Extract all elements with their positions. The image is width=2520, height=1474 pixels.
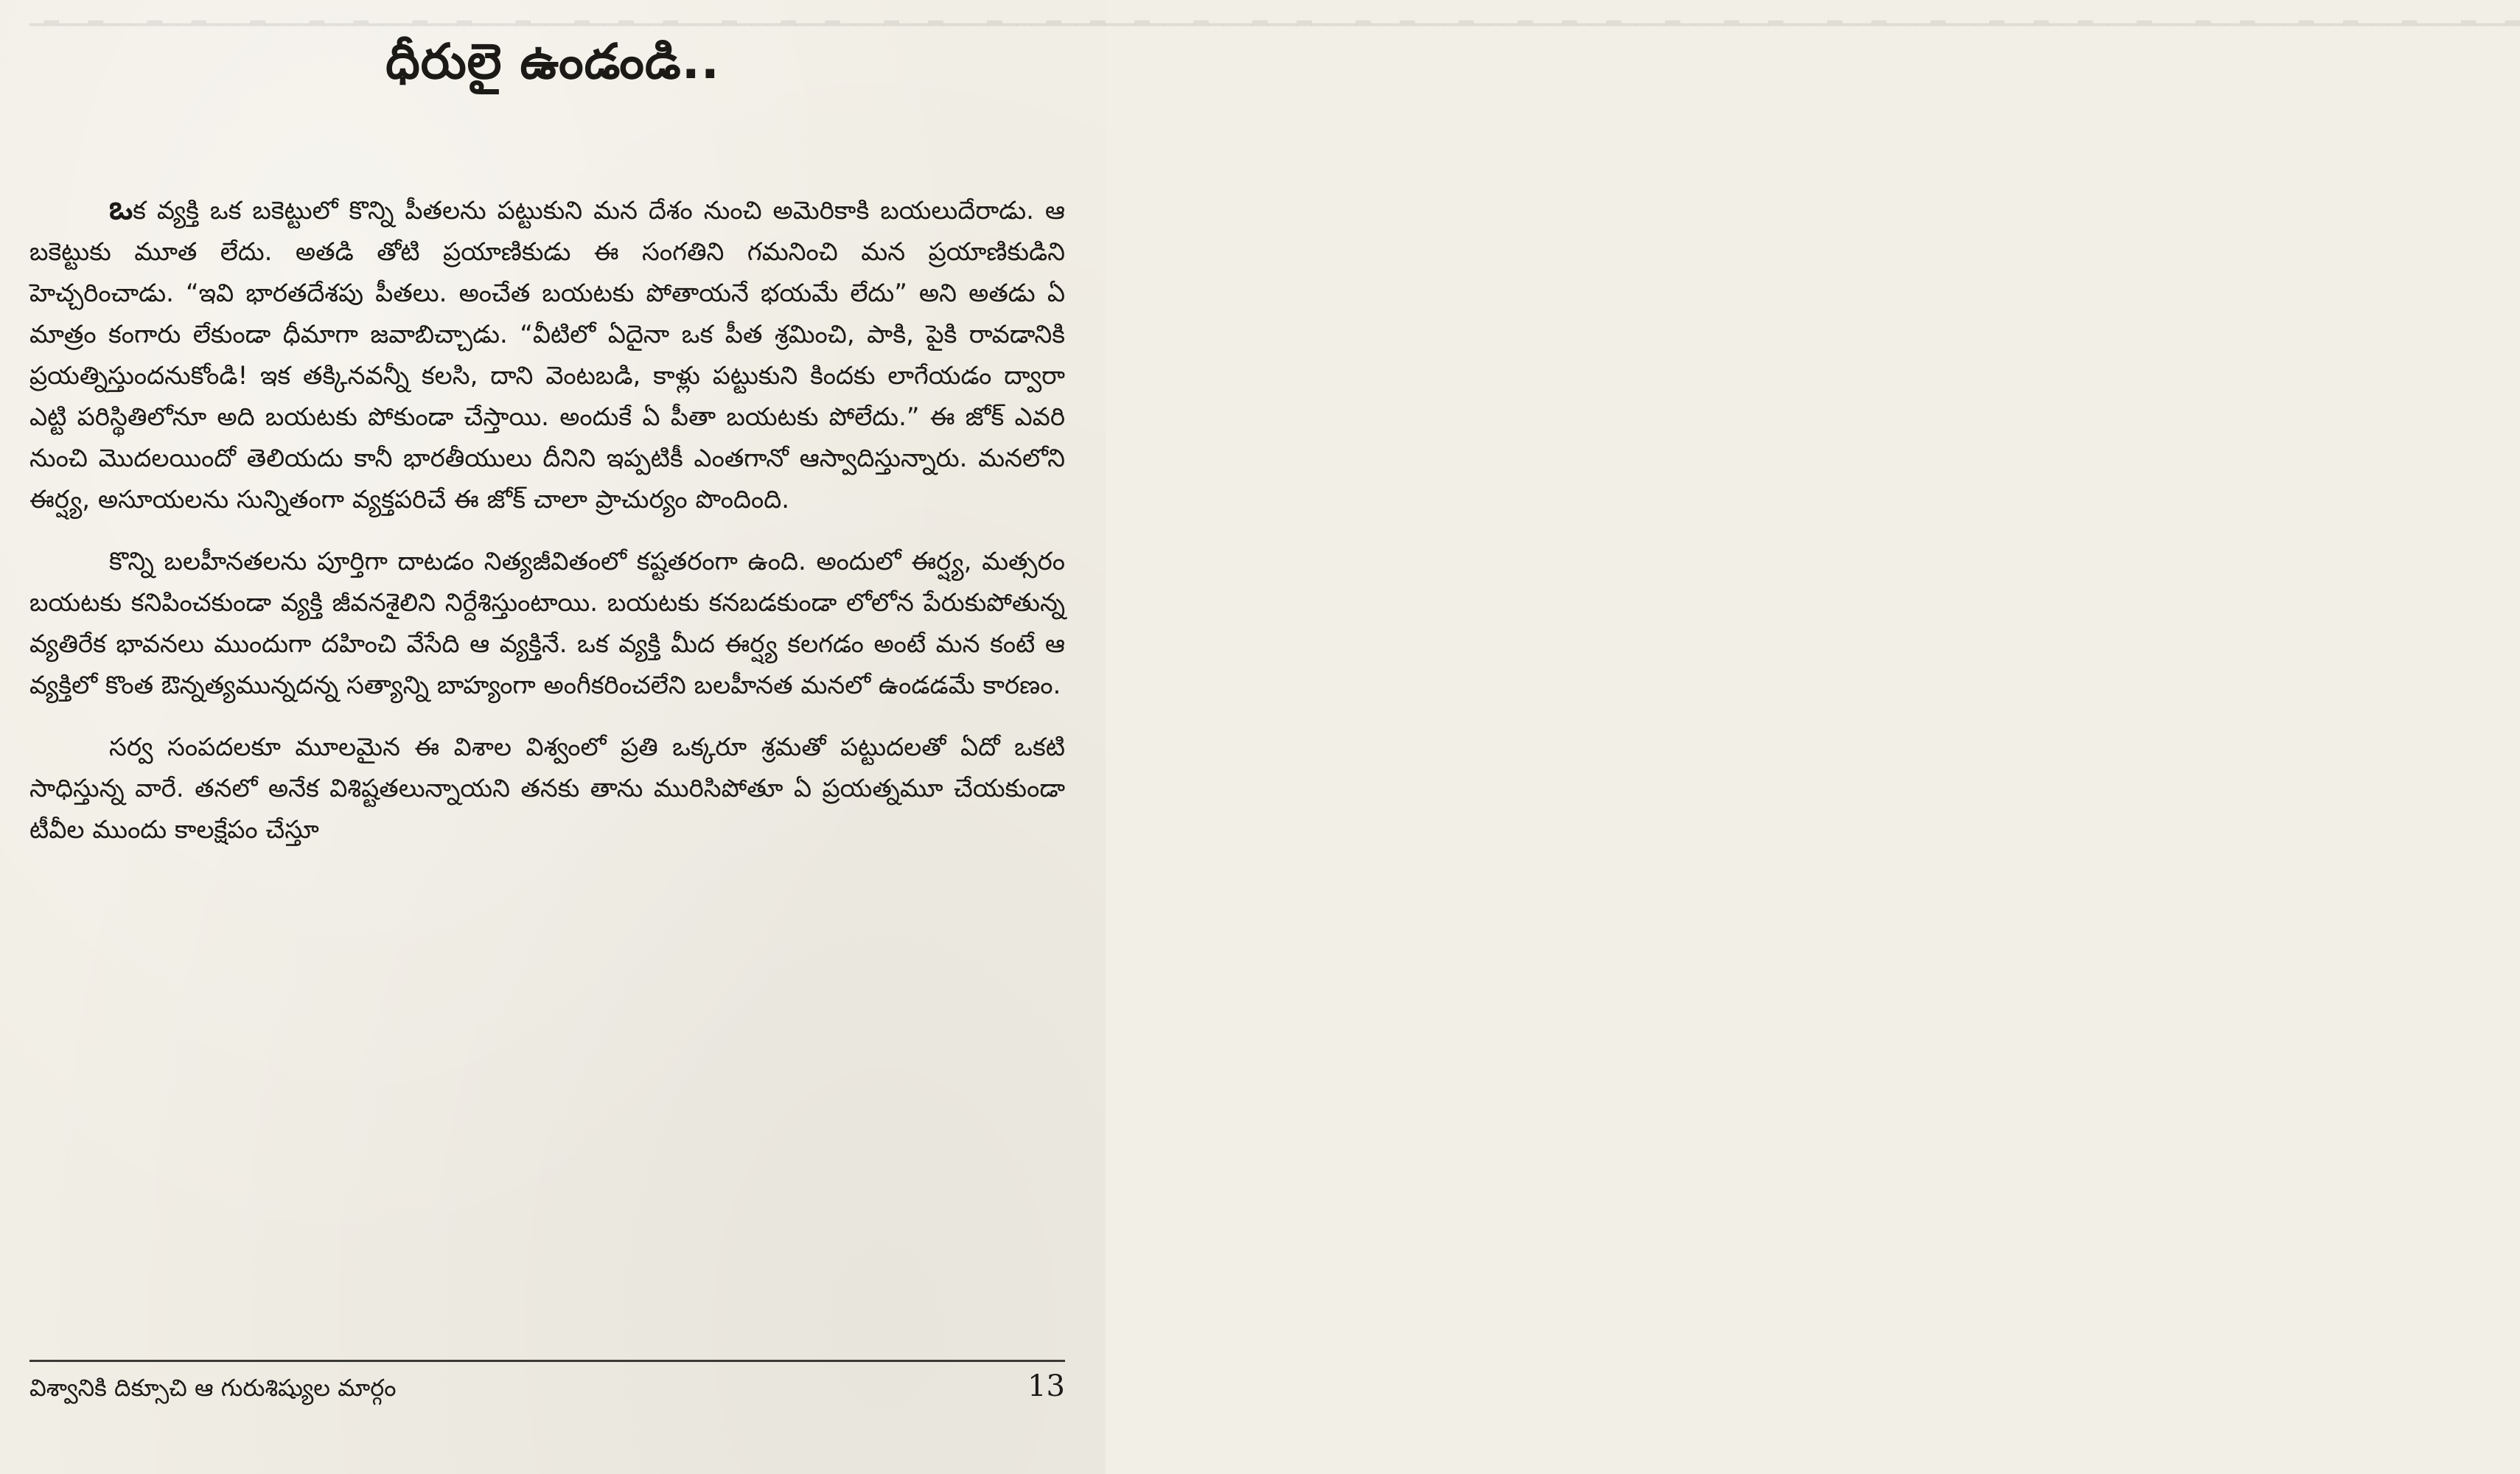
paragraph-text: సర్వ సంపదలకూ మూలమైన ఈ విశాల విశ్వంలో ప్రతి ఒక్కరూ శ్రమతో పట్టుదలతో ఏదో ఒకటి సాధిస్తున్న వారే. తనలో అనేక విశిష్టతలున్నాయని తనకు తాను మురిసిపోతూ ఏ ప్రయత్నమూ చేయకుండా టీవీల ముందు కాలక్షేపం చేస్తూ [29,733,1065,845]
paragraph [29,727,1065,850]
page-number: 13 [1027,1369,1065,1403]
paragraph [29,541,1065,706]
page-footer [29,1369,1065,1408]
paragraph-text: కొన్ని బలహీనతలను పూర్తిగా దాటడం నిత్యజీవితంలో కష్టతరంగా ఉంది. అందులో ఈర్ష్య, మత్సరం బయటకు కనిపించకుండా వ్యక్తి జీవనశైలిని నిర్దేశిస్తుంటాయి. బయటకు కనబడకుండా లోలోన పేరుకుపోతున్న వ్యతిరేక భావనలు ముందుగా దహించి వేసేది ఆ వ్యక్తినే. ఒక వ్యక్తి మీద ఈర్ష్య కలగడం అంటే మన కంటే ఆ వ్యక్తిలో కొంత ఔన్నత్యమున్నదన్న సత్యాన్ని బాహ్యంగా అంగీకరించలేని బలహీనత మనలో ఉండడమే కారణం. [29,547,1065,700]
chapter-title: ధీరులై ఉండండి.. [385,33,720,90]
bleed-through-texture: ▁▂▁▁▂▁▁▁▂▁▁▂▁▁▁▂▁▁▁▂▁▁▂▁▁▁▂▁▁▂▁▁▁▂▁▁▁▂▁▁▂▁▁▂▁▁▁▂▁▁▁▂▁▁▂▁▁▁▂▁▁▂▁▁▁▂▁▁▁▂▁▁▂▁▁▂▁▁▁▂▁▁▁▂▁▁▂▁▁▁▂▁▁▂▁▁▁▂▁▁▁▂▁▁▂▁▁▂▁▁▁▂▁▁▁▂▁▁▂▁▁▁▂▁▁▂▁▁▁▂▁▁▁▂▁▁▂▁▁▂▁▁▁▂▁▁▁▂▁▁▂▁▁▁▂▁▁▂▁▁▁▂▁▁▁▂▁▁▂ [29,4,2520,27]
dropcap-letter: ఒ [109,189,133,227]
running-footer-title: విశ్వానికి దిక్సూచి ఆ గురుశిష్యుల మార్గం [29,1374,397,1402]
paragraph [29,188,1065,520]
footer-divider [29,1360,1065,1362]
body-text [29,188,1065,871]
paragraph-text: క వ్యక్తి ఒక బకెట్టులో కొన్ని పీతలను పట్టుకుని మన దేశం నుంచి అమెరికాకి బయలుదేరాడు. ఆ బకెట్టుకు మూత లేదు. అతడి తోటి ప్రయాణికుడు ఈ సంగతిని గమనించి మన ప్రయాణికుడిని హెచ్చరించాడు. “ఇవి భారతదేశపు పీతలు. అంచేత బయటకు పోతాయనే భయమే లేదు” అని అతడు ఏ మాత్రం కంగారు లేకుండా ధీమాగా జవాబిచ్చాడు. “వీటిలో ఏదైనా ఒక పీత శ్రమించి, పాకి, పైకి రావడానికి ప్రయత్నిస్తుందనుకోండి! ఇక తక్కినవన్నీ కలసి, దాని వెంటబడి, కాళ్లు పట్టుకుని కిందకు లాగేయడం ద్వారా ఎట్టి పరిస్థితిలోనూ అది బయటకు పోకుండా చేస్తాయి. అందుకే ఏ పీతా బయటకు పోలేదు.” ఈ జోక్ ఎవరి నుంచి మొదలయిందో తెలియదు కానీ భారతీయులు దీనిని ఇప్పటికీ ఎంతగానో ఆస్వాదిస్తున్నారు. మనలోని ఈర్ష్య, అసూయలను సున్నితంగా వ్యక్తపరిచే ఈ జోక్ చాలా ప్రాచుర్యం పొందింది. [29,196,1065,514]
